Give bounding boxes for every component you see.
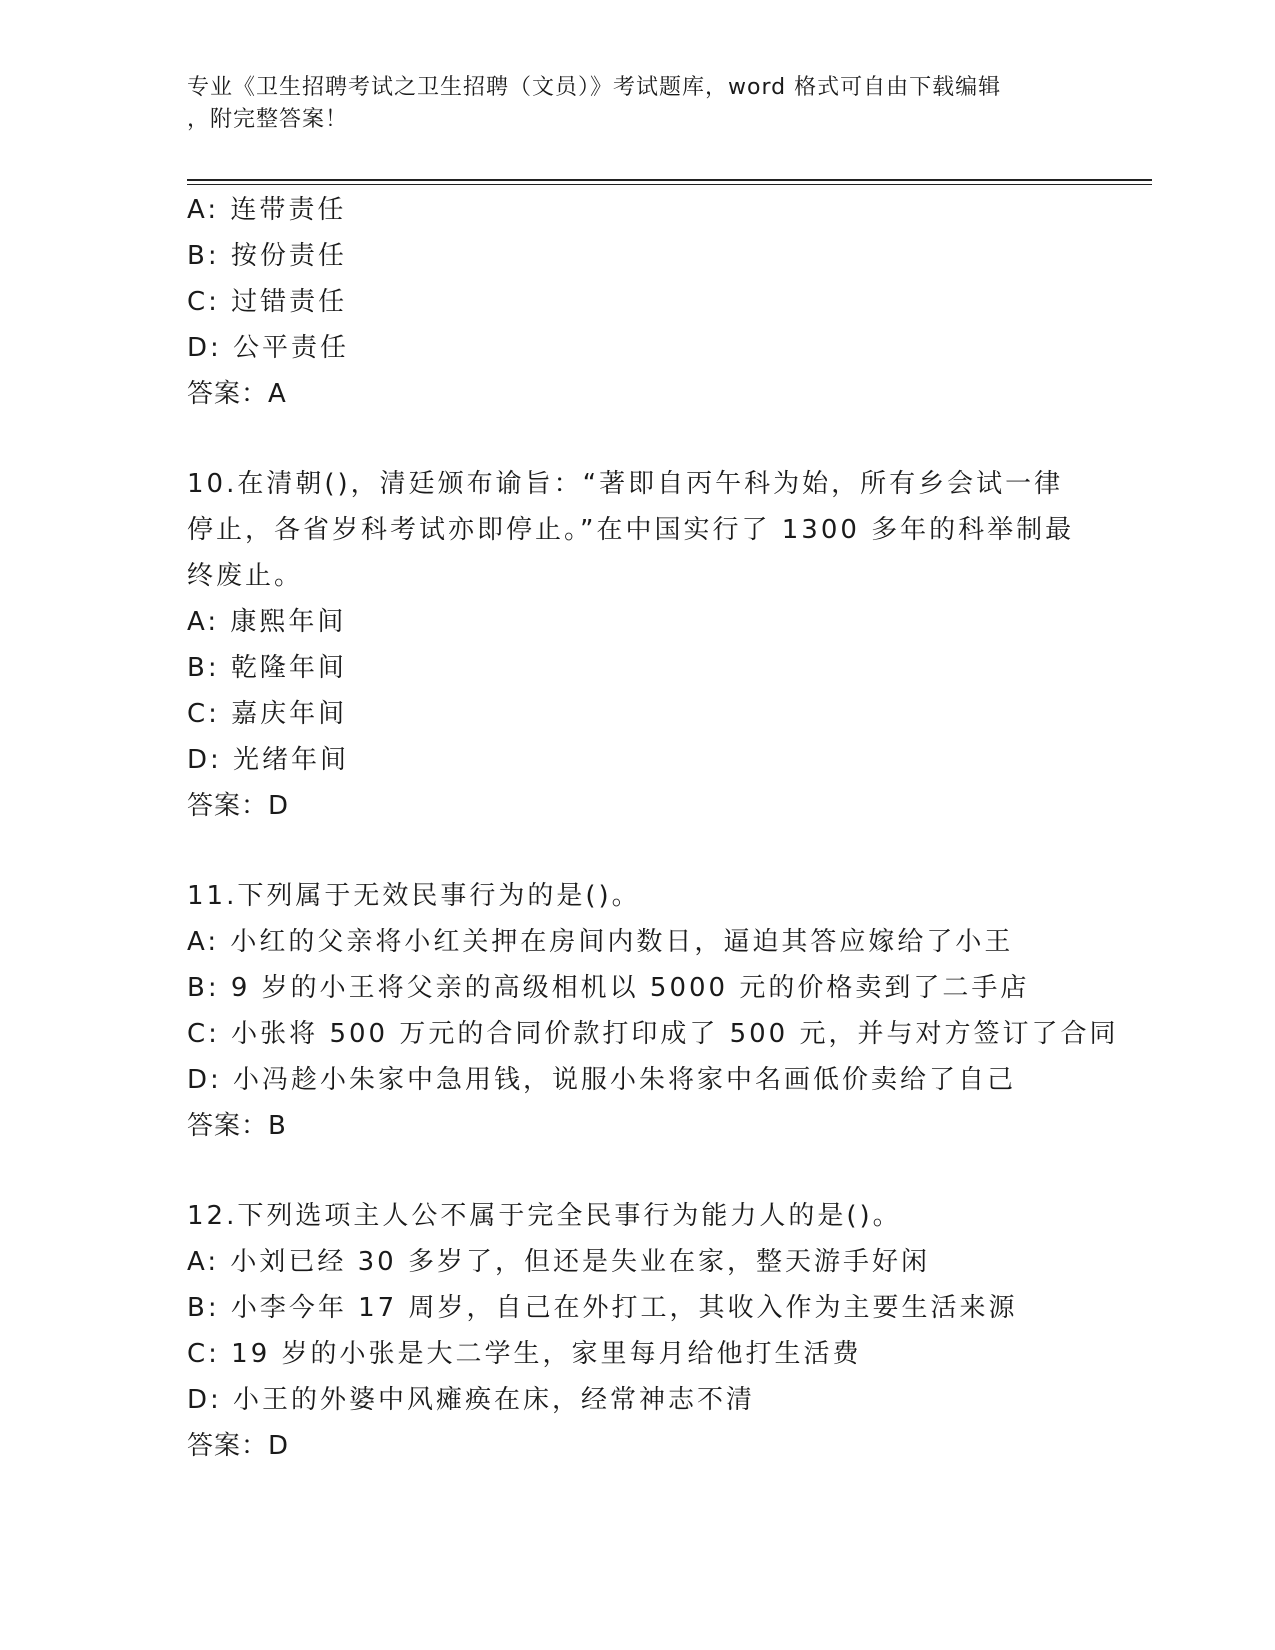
option-d: D: 公平责任	[187, 333, 350, 363]
question-text: 12.下列选项主人公不属于完全民事行为能力人的是()。	[187, 1201, 902, 1231]
question-text: 终废止。	[187, 561, 304, 591]
option-b: B: 小李今年 17 周岁，自己在外打工，其收入作为主要生活来源	[187, 1293, 1018, 1323]
option-c: C: 嘉庆年间	[187, 699, 348, 729]
option-b: B: 9 岁的小王将父亲的高级相机以 5000 元的价格卖到了二手店	[187, 973, 1030, 1003]
option-d: D: 小冯趁小朱家中急用钱，说服小朱将家中名画低价卖给了自己	[187, 1065, 1017, 1095]
answer: 答案：A	[187, 379, 287, 409]
header-divider-thin	[187, 184, 1152, 185]
option-a: A: 小红的父亲将小红关押在房间内数日，逼迫其答应嫁给了小王	[187, 927, 1014, 957]
option-a: A: 康熙年间	[187, 607, 347, 637]
option-d: D: 光绪年间	[187, 745, 350, 775]
question-11	[187, 873, 1187, 1149]
header-line-1: 专业《卫生招聘考试之卫生招聘（文员）》考试题库，word 格式可自由下载编辑	[187, 75, 1002, 100]
answer: 答案：D	[187, 791, 290, 821]
header-line-2: ，附完整答案！	[187, 107, 349, 132]
question-10	[187, 461, 1187, 829]
question-12	[187, 1193, 1187, 1469]
question-text: 停止，各省岁科考试亦即停止。”在中国实行了 1300 多年的科举制最	[187, 515, 1075, 545]
question-text: 10.在清朝()，清廷颁布谕旨：“著即自丙午科为始，所有乡会试一律	[187, 469, 1064, 499]
option-b: B: 乾隆年间	[187, 653, 347, 683]
question-list	[187, 187, 1187, 1469]
option-a: A: 小刘已经 30 多岁了，但还是失业在家，整天游手好闲	[187, 1247, 930, 1277]
option-c: C: 小张将 500 万元的合同价款打印成了 500 元，并与对方签订了合同	[187, 1019, 1119, 1049]
header-divider-thick	[187, 179, 1152, 181]
option-d: D: 小王的外婆中风瘫痪在床，经常神志不清	[187, 1385, 756, 1415]
answer: 答案：D	[187, 1431, 290, 1461]
question-text: 11.下列属于无效民事行为的是()。	[187, 881, 641, 911]
option-a: A: 连带责任	[187, 195, 347, 225]
question-9-continued	[187, 187, 1187, 417]
option-b: B: 按份责任	[187, 241, 347, 271]
document-header	[187, 72, 1067, 136]
answer: 答案：B	[187, 1111, 287, 1141]
option-c: C: 19 岁的小张是大二学生，家里每月给他打生活费	[187, 1339, 862, 1369]
option-c: C: 过错责任	[187, 287, 348, 317]
